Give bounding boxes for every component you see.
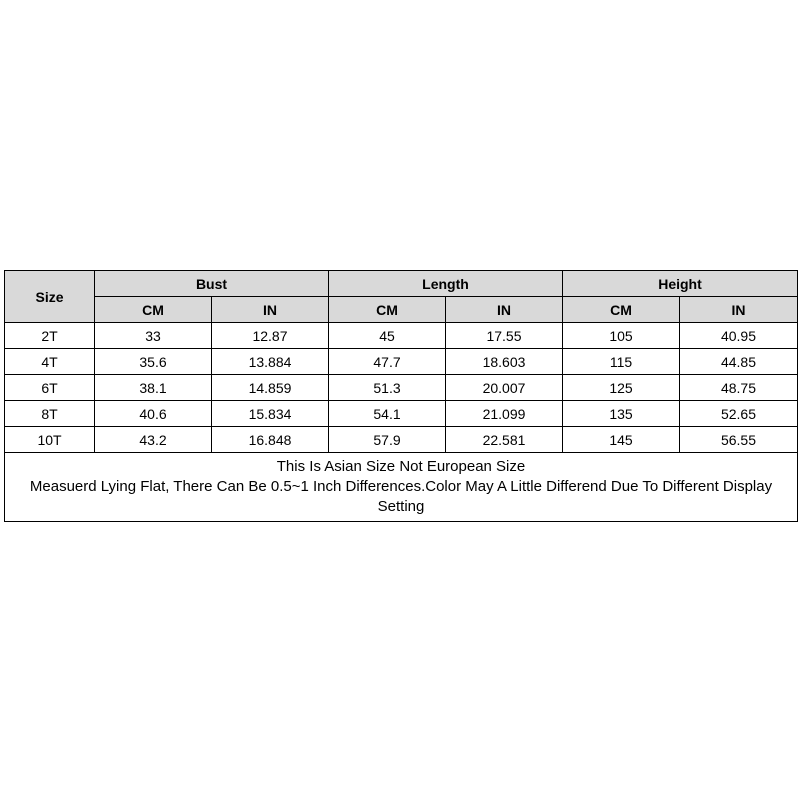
header-row-units (5, 297, 798, 323)
table-row (5, 349, 798, 375)
table-cell: 44.85 (680, 349, 798, 375)
table-cell: 12.87 (212, 323, 329, 349)
size-cell: 10T (5, 427, 95, 453)
size-chart-table (4, 270, 798, 522)
height-group-header: Height (563, 271, 798, 297)
table-cell: 115 (563, 349, 680, 375)
table-header (5, 271, 798, 323)
table-row (5, 427, 798, 453)
table-cell: 40.6 (95, 401, 212, 427)
table-row (5, 323, 798, 349)
table-cell: 22.581 (446, 427, 563, 453)
unit-header: CM (563, 297, 680, 323)
bust-group-header: Bust (95, 271, 329, 297)
table-cell: 20.007 (446, 375, 563, 401)
table-cell: 47.7 (329, 349, 446, 375)
header-row-groups (5, 271, 798, 297)
table-cell: 16.848 (212, 427, 329, 453)
table-cell: 125 (563, 375, 680, 401)
unit-header: IN (212, 297, 329, 323)
unit-header: IN (446, 297, 563, 323)
table-cell: 54.1 (329, 401, 446, 427)
table-cell: 38.1 (95, 375, 212, 401)
length-group-header: Length (329, 271, 563, 297)
notes-row (5, 453, 798, 522)
unit-header: CM (95, 297, 212, 323)
table-cell: 145 (563, 427, 680, 453)
size-cell: 6T (5, 375, 95, 401)
table-cell: 43.2 (95, 427, 212, 453)
table-row (5, 401, 798, 427)
unit-header: IN (680, 297, 798, 323)
table-cell: 17.55 (446, 323, 563, 349)
table-cell: 105 (563, 323, 680, 349)
table-cell: 35.6 (95, 349, 212, 375)
table-cell: 45 (329, 323, 446, 349)
size-cell: 2T (5, 323, 95, 349)
table-cell: 56.55 (680, 427, 798, 453)
table-cell: 21.099 (446, 401, 563, 427)
size-column-header: Size (5, 271, 95, 323)
table-cell: 57.9 (329, 427, 446, 453)
table-cell: 33 (95, 323, 212, 349)
asian-size-note: This Is Asian Size Not European Size (276, 458, 526, 475)
table-body (5, 323, 798, 522)
table-cell: 15.834 (212, 401, 329, 427)
notes-cell (5, 453, 798, 522)
table-row (5, 375, 798, 401)
table-cell: 13.884 (212, 349, 329, 375)
size-cell: 4T (5, 349, 95, 375)
table-cell: 18.603 (446, 349, 563, 375)
table-cell: 48.75 (680, 375, 798, 401)
unit-header: CM (329, 297, 446, 323)
table-cell: 51.3 (329, 375, 446, 401)
measurement-note: Measuerd Lying Flat, There Can Be 0.5~1 Inch Differences.Color May A Little Differend Due To Different Display Setting (29, 478, 773, 515)
table-cell: 135 (563, 401, 680, 427)
table-cell: 52.65 (680, 401, 798, 427)
table-cell: 40.95 (680, 323, 798, 349)
table-cell: 14.859 (212, 375, 329, 401)
size-cell: 8T (5, 401, 95, 427)
